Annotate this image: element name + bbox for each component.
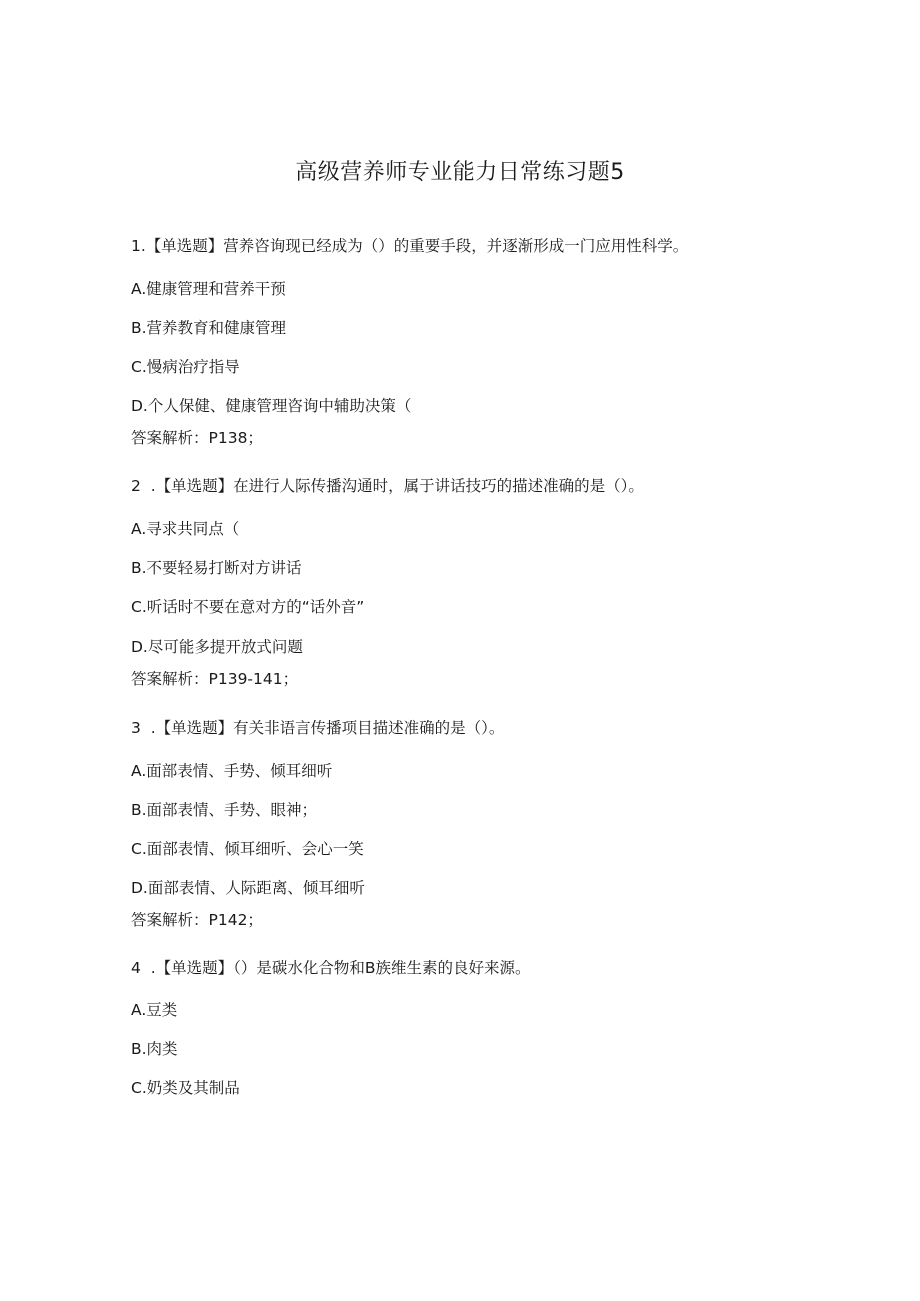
question-1-stem: 1.【单选题】营养咨询现已经成为（）的重要手段，并逐渐形成一门应用性科学。 [131, 237, 689, 255]
question-3-stem: 3 .【单选题】有关非语言传播项目描述准确的是（）。 [131, 719, 505, 737]
question-4-stem: 4 .【单选题】（）是碳水化合物和B族维生素的良好来源。 [131, 959, 531, 977]
question-4-option-b: B.肉类 [131, 1040, 178, 1058]
question-2-answer: 答案解析：P139-141； [131, 670, 299, 688]
question-3-option-d: D.面部表情、人际距离、倾耳细听 [131, 879, 365, 897]
question-4-option-a: A.豆类 [131, 1001, 178, 1019]
question-2-option-c: C.听话时不要在意对方的“话外音” [131, 598, 365, 616]
question-1-option-a: A.健康管理和营养干预 [131, 280, 286, 298]
question-1-option-b: B.营养教育和健康管理 [131, 319, 287, 337]
question-2-stem: 2 .【单选题】在进行人际传播沟通时，属于讲话技巧的描述准确的是（）。 [131, 477, 644, 495]
document-title: 高级营养师专业能力日常练习题5 [295, 160, 625, 185]
question-3-option-c: C.面部表情、倾耳细听、会心一笑 [131, 840, 364, 858]
question-3-option-b: B.面部表情、手势、眼神； [131, 801, 318, 819]
question-1-answer: 答案解析：P138； [131, 429, 263, 447]
question-3-answer: 答案解析：P142； [131, 911, 263, 929]
question-2-option-d: D.尽可能多提开放式问题 [131, 638, 303, 656]
question-4-option-c: C.奶类及其制品 [131, 1079, 240, 1097]
question-3-option-a: A.面部表情、手势、倾耳细听 [131, 762, 333, 780]
question-2-option-b: B.不要轻易打断对方讲话 [131, 559, 302, 577]
question-1-option-c: C.慢病治疗指导 [131, 358, 240, 376]
question-1-option-d: D.个人保健、健康管理咨询中辅助决策（ [131, 397, 412, 415]
question-2-option-a: A.寻求共同点（ [131, 520, 240, 538]
